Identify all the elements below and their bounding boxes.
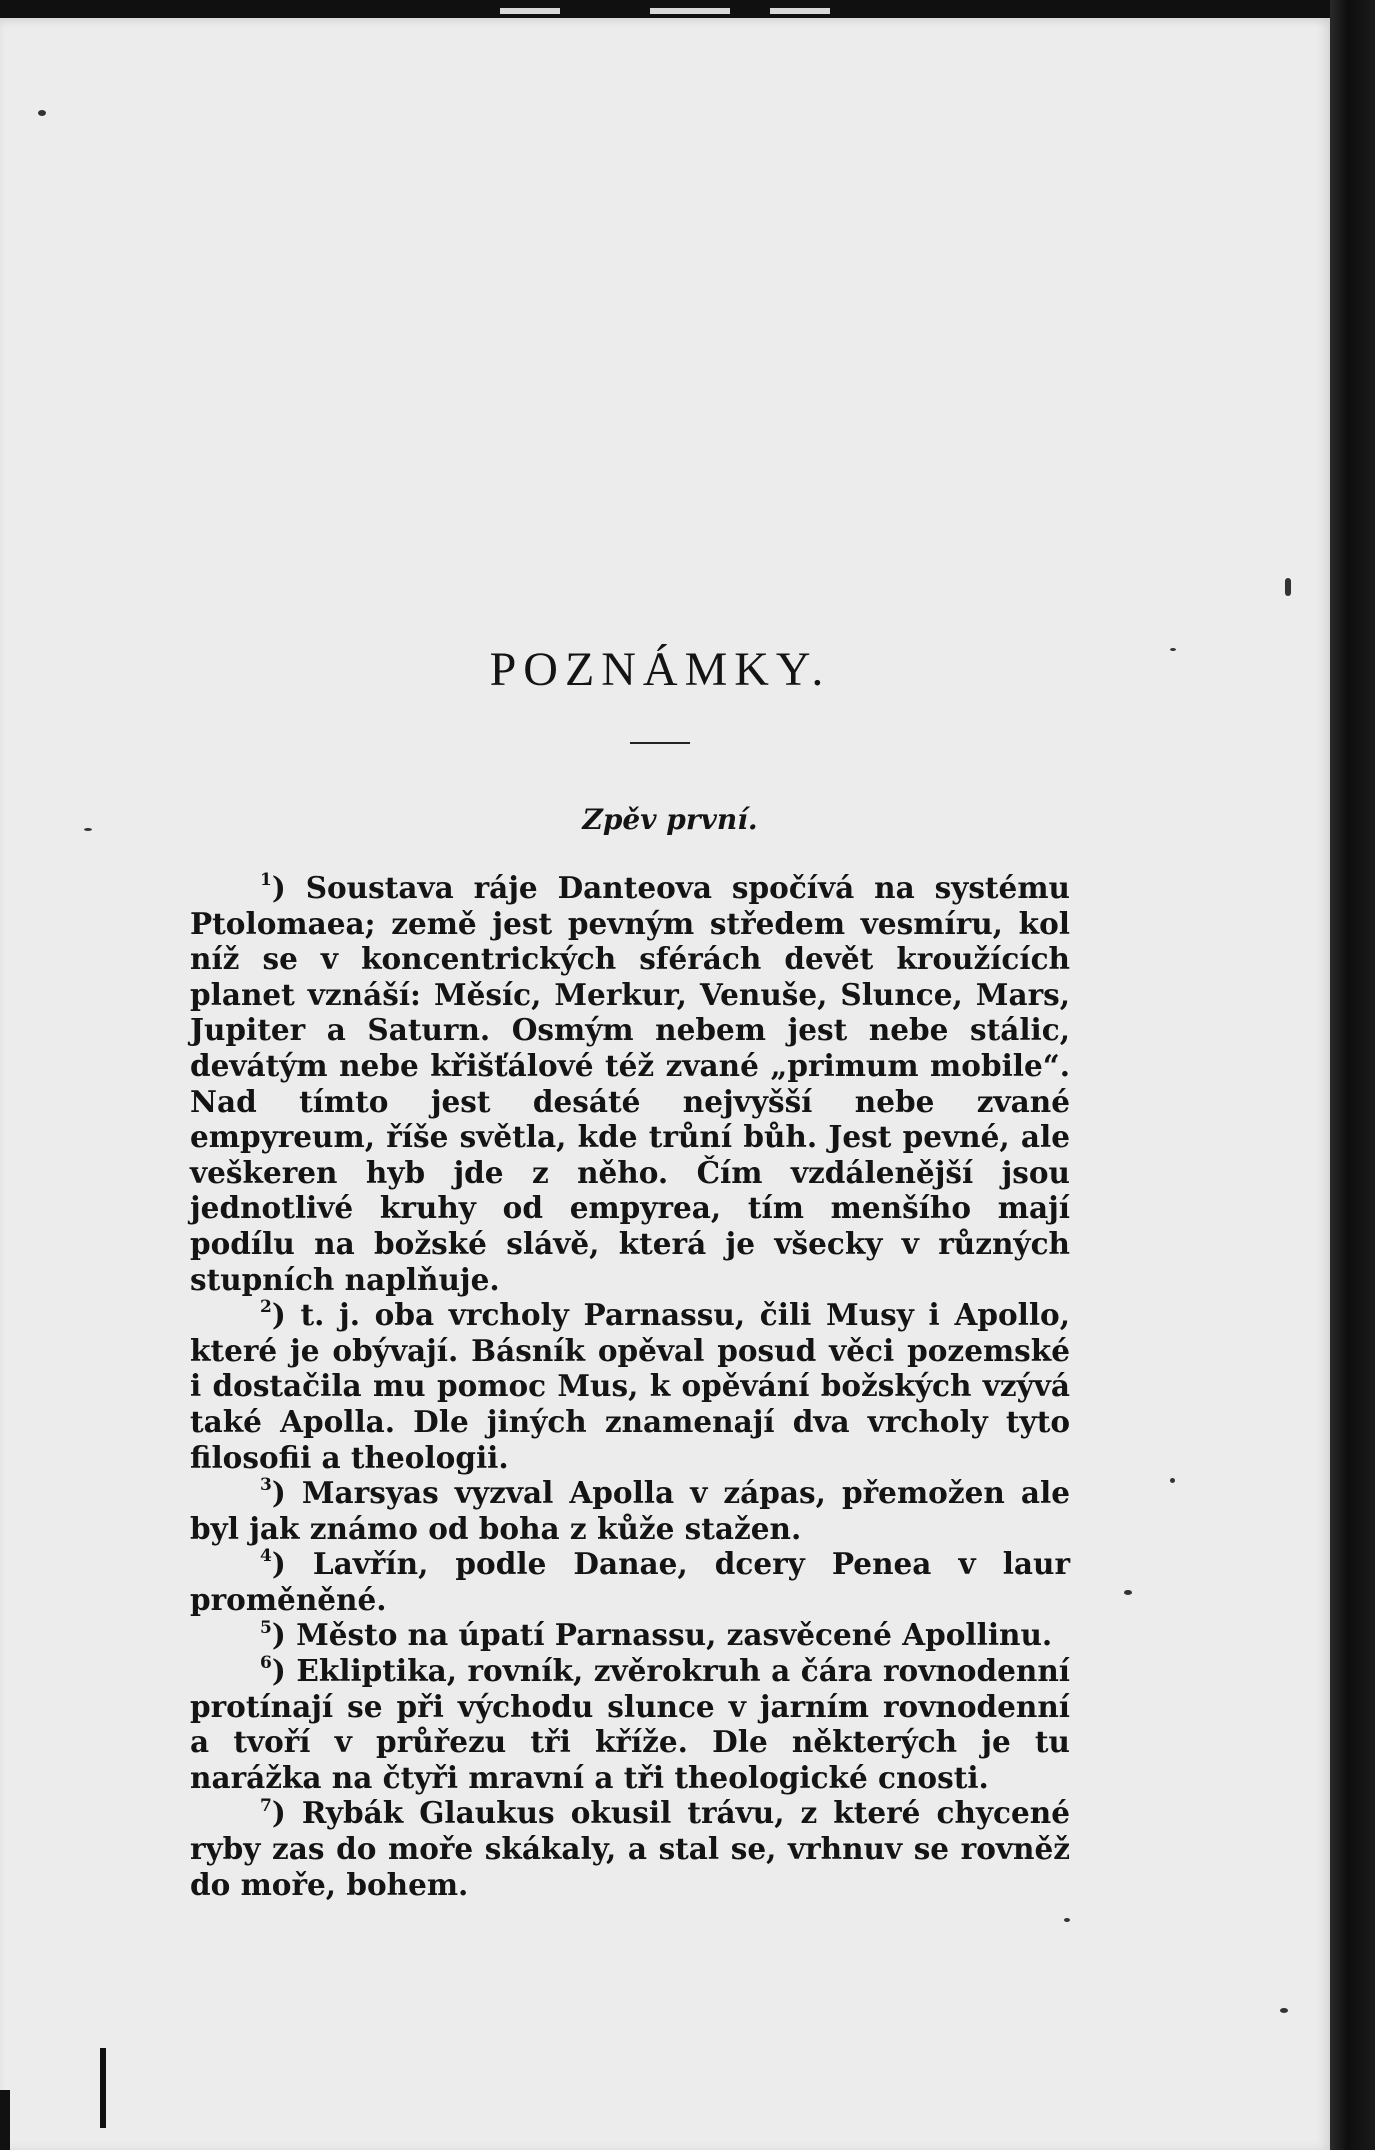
print-speck bbox=[1170, 648, 1176, 651]
note-paren: ) bbox=[271, 870, 306, 905]
note-item bbox=[190, 1546, 1070, 1617]
print-speck bbox=[1124, 1590, 1132, 1595]
note-item bbox=[190, 1653, 1070, 1795]
note-text: Rybák Glaukus okusil trávu, z které chycené ryby zas do moře skákaly, a stal se, vrhnuv se rovněž do moře, bohem. bbox=[190, 1795, 1070, 1902]
print-speck bbox=[1064, 1918, 1070, 1922]
note-paren: ) bbox=[271, 1546, 313, 1582]
edge-mark bbox=[650, 8, 730, 14]
section-title: Zpěv první. bbox=[582, 803, 758, 836]
note-text: Ekliptika, rovník, zvěrokruh a čára rovnodenní protínají se při východu slunce v jarním rovnodenní a tvoří v průřezu tři kříže. Dle některých je tu narážka na čtyři mravní a tři theologické cnosti. bbox=[190, 1653, 1070, 1795]
note-text: t. j. oba vrcholy Parnassu, čili Musy i Apollo, které je obývají. Básník opěval posud věci pozemské i dostačila mu pomoc Mus, k opěvání božských vzývá také Apolla. Dle jiných znamenají dva vrcholy tyto filosofii a theologii. bbox=[190, 1297, 1070, 1475]
note-paren: ) bbox=[271, 1297, 301, 1333]
note-number: 2 bbox=[260, 1297, 272, 1318]
note-number: 6 bbox=[260, 1653, 272, 1674]
edge-mark bbox=[770, 8, 830, 14]
note-paren: ) bbox=[271, 1795, 302, 1831]
print-speck bbox=[84, 828, 92, 831]
note-text: Lavřín, podle Danae, dcery Penea v laur proměněné. bbox=[190, 1546, 1070, 1617]
note-number: 1 bbox=[260, 870, 272, 891]
note-text: Soustava ráje Danteova spočívá na systému Ptolomaea; země jest pevným středem vesmíru, kol níž se v koncentrických sférách devět kroužících planet vznáší: Měsíc, Merkur, Venuše, Slunce, Mars, Jupiter a Saturn. Osmým nebem jest nebe stálic, devátým nebe křišťálové též zvané „primum mobile“. Nad tímto jest desáté nejvyšší nebe zvané empyreum, říše světla, kde trůní bůh. Jest pevné, ale veškeren hyb jde z něho. Čím vzdálenější jsou jednotlivé kruhy od empyrea, tím menšího mají podílu na božské slávě, která je všecky v různých stupních naplňuje. bbox=[190, 870, 1070, 1297]
note-item bbox=[190, 1475, 1070, 1546]
notes-list bbox=[190, 870, 1070, 1902]
print-speck bbox=[1170, 1478, 1175, 1483]
note-item bbox=[190, 1297, 1070, 1475]
note-number: 5 bbox=[260, 1617, 272, 1638]
note-item bbox=[190, 1795, 1070, 1902]
corner-mark bbox=[0, 2090, 10, 2150]
note-paren: ) bbox=[271, 1475, 302, 1511]
note-number: 4 bbox=[260, 1546, 272, 1567]
note-item bbox=[190, 1617, 1070, 1653]
note-text: Město na úpatí Parnassu, zasvěcené Apollinu. bbox=[296, 1617, 1053, 1653]
page-content bbox=[190, 640, 1070, 1902]
heading-divider bbox=[630, 742, 690, 744]
gutter-mark bbox=[100, 2048, 106, 2128]
top-edge bbox=[0, 0, 1375, 18]
note-number: 3 bbox=[260, 1475, 272, 1496]
note-paren: ) bbox=[271, 1653, 297, 1689]
page-heading: POZNÁMKY. bbox=[489, 643, 831, 696]
note-text: Marsyas vyzval Apolla v zápas, přemožen ale byl jak známo od boha z kůže stažen. bbox=[190, 1475, 1070, 1546]
print-speck bbox=[1285, 578, 1291, 596]
note-paren: ) bbox=[271, 1617, 297, 1653]
edge-mark bbox=[500, 8, 560, 14]
note-item bbox=[190, 870, 1070, 1297]
print-speck bbox=[1280, 2008, 1288, 2013]
right-page-edge bbox=[1330, 0, 1375, 2150]
print-speck bbox=[38, 110, 46, 116]
note-number: 7 bbox=[260, 1795, 272, 1816]
